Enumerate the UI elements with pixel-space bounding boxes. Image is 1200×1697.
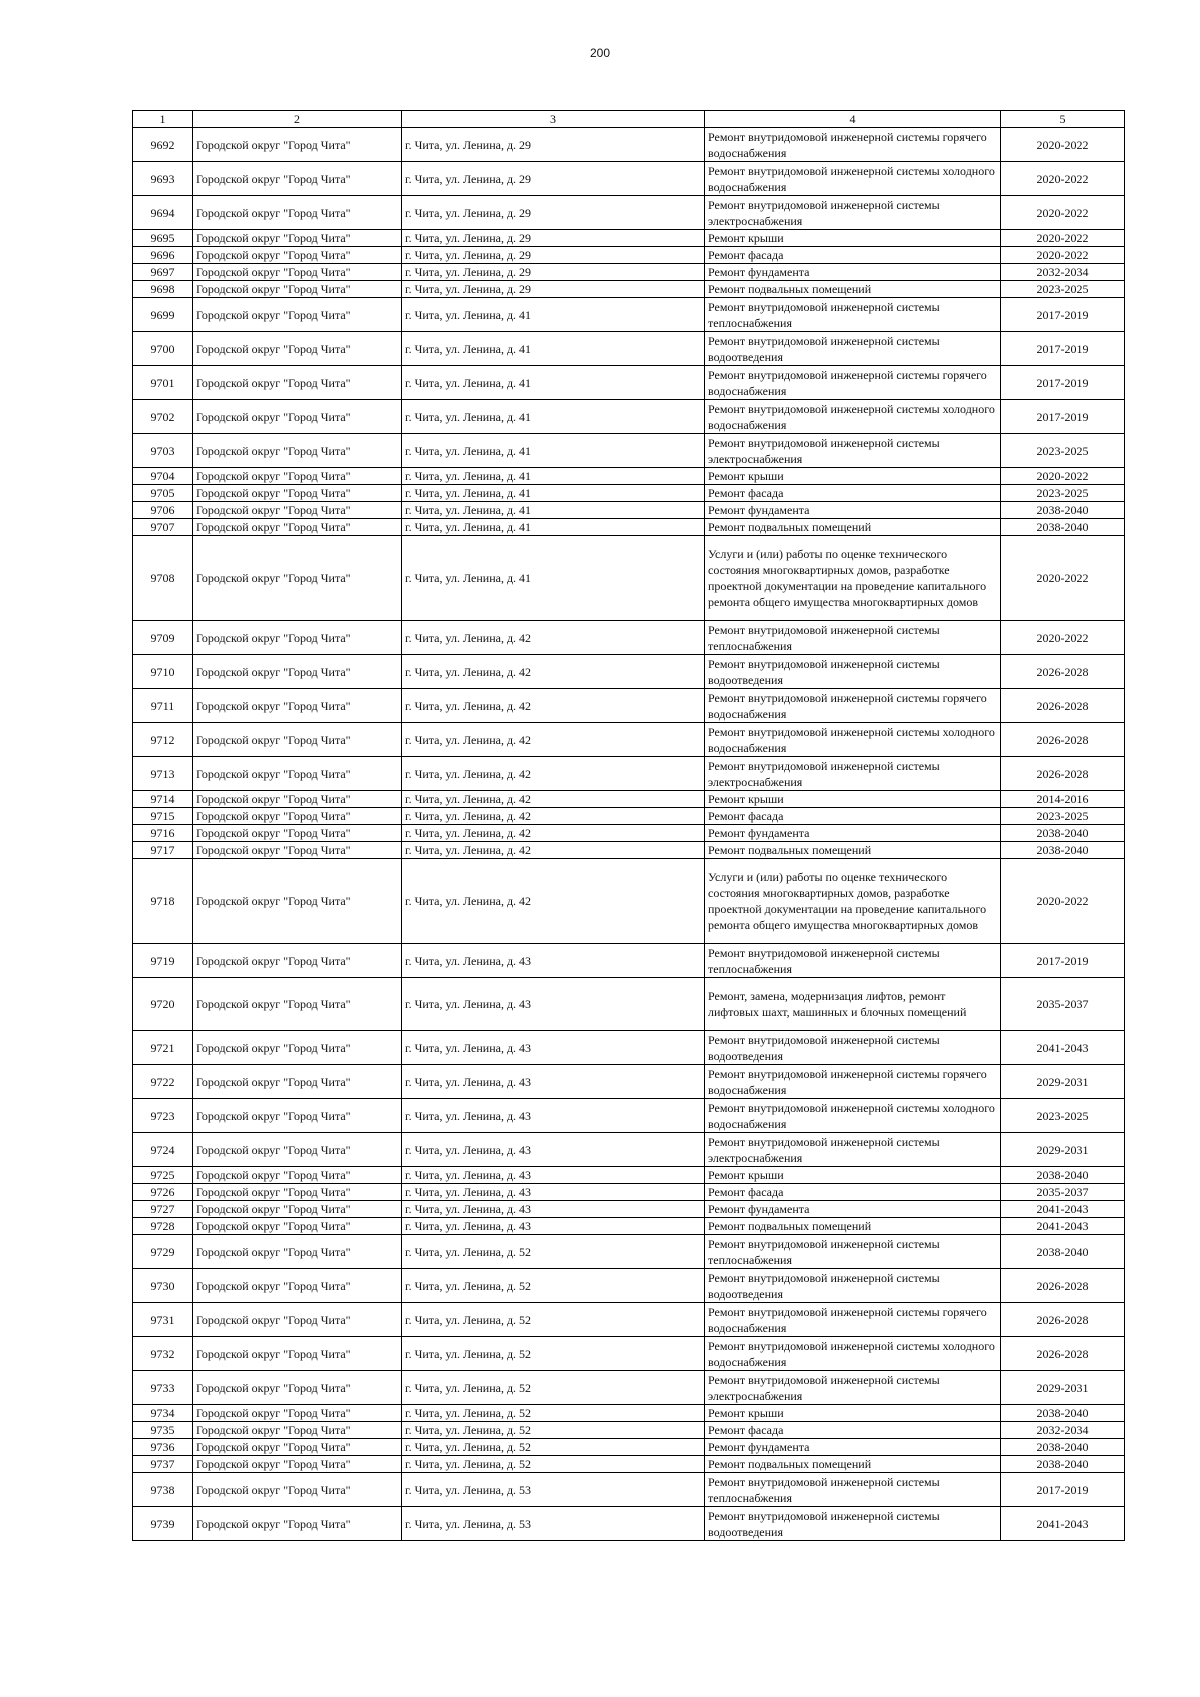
record-number-cell: 9739 bbox=[133, 1507, 193, 1541]
work-type-cell: Ремонт внутридомовой инженерной системы водоотведения bbox=[705, 1031, 1001, 1065]
record-number-cell: 9722 bbox=[133, 1065, 193, 1099]
address-cell: г. Чита, ул. Ленина, д. 52 bbox=[402, 1337, 705, 1371]
period-cell: 2038-2040 bbox=[1001, 1167, 1125, 1184]
work-type-cell: Ремонт фундамента bbox=[705, 264, 1001, 281]
period-cell: 2017-2019 bbox=[1001, 1473, 1125, 1507]
address-cell: г. Чита, ул. Ленина, д. 42 bbox=[402, 723, 705, 757]
municipality-cell: Городской округ "Город Чита" bbox=[193, 723, 402, 757]
municipality-cell: Городской округ "Город Чита" bbox=[193, 1099, 402, 1133]
work-type-cell: Ремонт крыши bbox=[705, 230, 1001, 247]
record-number-cell: 9734 bbox=[133, 1405, 193, 1422]
table-row bbox=[133, 1218, 1125, 1235]
address-cell: г. Чита, ул. Ленина, д. 43 bbox=[402, 1099, 705, 1133]
table-row bbox=[133, 196, 1125, 230]
address-cell: г. Чита, ул. Ленина, д. 41 bbox=[402, 400, 705, 434]
record-number-cell: 9708 bbox=[133, 536, 193, 621]
table-row bbox=[133, 366, 1125, 400]
municipality-cell: Городской округ "Город Чита" bbox=[193, 1337, 402, 1371]
address-cell: г. Чита, ул. Ленина, д. 41 bbox=[402, 434, 705, 468]
record-number-cell: 9705 bbox=[133, 485, 193, 502]
table-row bbox=[133, 1167, 1125, 1184]
table-row bbox=[133, 281, 1125, 298]
period-cell: 2026-2028 bbox=[1001, 1337, 1125, 1371]
period-cell: 2020-2022 bbox=[1001, 230, 1125, 247]
municipality-cell: Городской округ "Город Чита" bbox=[193, 400, 402, 434]
work-type-cell: Ремонт внутридомовой инженерной системы теплоснабжения bbox=[705, 621, 1001, 655]
period-cell: 2026-2028 bbox=[1001, 723, 1125, 757]
record-number-cell: 9699 bbox=[133, 298, 193, 332]
municipality-cell: Городской округ "Город Чита" bbox=[193, 1235, 402, 1269]
table-row bbox=[133, 978, 1125, 1031]
table-row bbox=[133, 791, 1125, 808]
table-row bbox=[133, 1184, 1125, 1201]
period-cell: 2023-2025 bbox=[1001, 808, 1125, 825]
work-type-cell: Ремонт внутридомовой инженерной системы холодного водоснабжения bbox=[705, 162, 1001, 196]
address-cell: г. Чита, ул. Ленина, д. 43 bbox=[402, 978, 705, 1031]
work-type-cell: Ремонт фасада bbox=[705, 485, 1001, 502]
municipality-cell: Городской округ "Город Чита" bbox=[193, 332, 402, 366]
record-number-cell: 9731 bbox=[133, 1303, 193, 1337]
address-cell: г. Чита, ул. Ленина, д. 43 bbox=[402, 1201, 705, 1218]
work-type-cell: Ремонт фасада bbox=[705, 1422, 1001, 1439]
address-cell: г. Чита, ул. Ленина, д. 41 bbox=[402, 485, 705, 502]
work-type-cell: Ремонт подвальных помещений bbox=[705, 1456, 1001, 1473]
record-number-cell: 9735 bbox=[133, 1422, 193, 1439]
work-type-cell: Ремонт, замена, модернизация лифтов, ремонт лифтовых шахт, машинных и блочных помещений bbox=[705, 978, 1001, 1031]
table-row bbox=[133, 468, 1125, 485]
period-cell: 2017-2019 bbox=[1001, 332, 1125, 366]
municipality-cell: Городской округ "Город Чита" bbox=[193, 230, 402, 247]
period-cell: 2020-2022 bbox=[1001, 162, 1125, 196]
period-cell: 2020-2022 bbox=[1001, 859, 1125, 944]
table-row bbox=[133, 1337, 1125, 1371]
municipality-cell: Городской округ "Город Чита" bbox=[193, 978, 402, 1031]
period-cell: 2020-2022 bbox=[1001, 128, 1125, 162]
address-cell: г. Чита, ул. Ленина, д. 42 bbox=[402, 689, 705, 723]
capital-repair-table bbox=[132, 110, 1125, 1541]
municipality-cell: Городской округ "Город Чита" bbox=[193, 1218, 402, 1235]
record-number-cell: 9715 bbox=[133, 808, 193, 825]
record-number-cell: 9726 bbox=[133, 1184, 193, 1201]
address-cell: г. Чита, ул. Ленина, д. 53 bbox=[402, 1473, 705, 1507]
table-row bbox=[133, 689, 1125, 723]
period-cell: 2041-2043 bbox=[1001, 1507, 1125, 1541]
period-cell: 2032-2034 bbox=[1001, 1422, 1125, 1439]
record-number-cell: 9721 bbox=[133, 1031, 193, 1065]
address-cell: г. Чита, ул. Ленина, д. 41 bbox=[402, 468, 705, 485]
work-type-cell: Ремонт крыши bbox=[705, 791, 1001, 808]
work-type-cell: Ремонт внутридомовой инженерной системы водоотведения bbox=[705, 332, 1001, 366]
address-cell: г. Чита, ул. Ленина, д. 43 bbox=[402, 1167, 705, 1184]
record-number-cell: 9736 bbox=[133, 1439, 193, 1456]
table-row bbox=[133, 264, 1125, 281]
page-number: 200 bbox=[589, 46, 611, 60]
municipality-cell: Городской округ "Город Чита" bbox=[193, 468, 402, 485]
period-cell: 2038-2040 bbox=[1001, 1235, 1125, 1269]
record-number-cell: 9717 bbox=[133, 842, 193, 859]
work-type-cell: Ремонт внутридомовой инженерной системы горячего водоснабжения bbox=[705, 128, 1001, 162]
address-cell: г. Чита, ул. Ленина, д. 52 bbox=[402, 1422, 705, 1439]
municipality-cell: Городской округ "Город Чита" bbox=[193, 128, 402, 162]
work-type-cell: Ремонт подвальных помещений bbox=[705, 1218, 1001, 1235]
record-number-cell: 9730 bbox=[133, 1269, 193, 1303]
address-cell: г. Чита, ул. Ленина, д. 43 bbox=[402, 1065, 705, 1099]
municipality-cell: Городской округ "Город Чита" bbox=[193, 655, 402, 689]
table-row bbox=[133, 842, 1125, 859]
municipality-cell: Городской округ "Город Чита" bbox=[193, 366, 402, 400]
table-row bbox=[133, 621, 1125, 655]
record-number-cell: 9693 bbox=[133, 162, 193, 196]
period-cell: 2026-2028 bbox=[1001, 689, 1125, 723]
table-row bbox=[133, 502, 1125, 519]
municipality-cell: Городской округ "Город Чита" bbox=[193, 502, 402, 519]
period-cell: 2041-2043 bbox=[1001, 1218, 1125, 1235]
work-type-cell: Ремонт внутридомовой инженерной системы теплоснабжения bbox=[705, 944, 1001, 978]
record-number-cell: 9729 bbox=[133, 1235, 193, 1269]
header-cell: 5 bbox=[1001, 111, 1125, 128]
municipality-cell: Городской округ "Город Чита" bbox=[193, 536, 402, 621]
period-cell: 2020-2022 bbox=[1001, 247, 1125, 264]
work-type-cell: Ремонт фундамента bbox=[705, 502, 1001, 519]
work-type-cell: Ремонт крыши bbox=[705, 1405, 1001, 1422]
address-cell: г. Чита, ул. Ленина, д. 53 bbox=[402, 1507, 705, 1541]
address-cell: г. Чита, ул. Ленина, д. 41 bbox=[402, 502, 705, 519]
work-type-cell: Ремонт внутридомовой инженерной системы водоотведения bbox=[705, 655, 1001, 689]
municipality-cell: Городской округ "Город Чита" bbox=[193, 247, 402, 264]
table-body bbox=[133, 128, 1125, 1541]
table-row bbox=[133, 434, 1125, 468]
table-row bbox=[133, 519, 1125, 536]
table-row bbox=[133, 1065, 1125, 1099]
table-row bbox=[133, 944, 1125, 978]
table-row bbox=[133, 485, 1125, 502]
work-type-cell: Ремонт фундамента bbox=[705, 1201, 1001, 1218]
municipality-cell: Городской округ "Город Чита" bbox=[193, 944, 402, 978]
work-type-cell: Ремонт внутридомовой инженерной системы водоотведения bbox=[705, 1269, 1001, 1303]
work-type-cell: Услуги и (или) работы по оценке технического состояния многоквартирных домов, разработке проектной документации на проведение капитального ремонта общего имущества многоквартирных домов bbox=[705, 859, 1001, 944]
record-number-cell: 9702 bbox=[133, 400, 193, 434]
address-cell: г. Чита, ул. Ленина, д. 43 bbox=[402, 1031, 705, 1065]
period-cell: 2020-2022 bbox=[1001, 621, 1125, 655]
municipality-cell: Городской округ "Город Чита" bbox=[193, 1473, 402, 1507]
period-cell: 2029-2031 bbox=[1001, 1065, 1125, 1099]
header-cell: 4 bbox=[705, 111, 1001, 128]
period-cell: 2035-2037 bbox=[1001, 978, 1125, 1031]
address-cell: г. Чита, ул. Ленина, д. 41 bbox=[402, 536, 705, 621]
table-row bbox=[133, 723, 1125, 757]
record-number-cell: 9738 bbox=[133, 1473, 193, 1507]
municipality-cell: Городской округ "Город Чита" bbox=[193, 825, 402, 842]
table-row bbox=[133, 400, 1125, 434]
address-cell: г. Чита, ул. Ленина, д. 52 bbox=[402, 1456, 705, 1473]
table-row bbox=[133, 536, 1125, 621]
period-cell: 2020-2022 bbox=[1001, 468, 1125, 485]
municipality-cell: Городской округ "Город Чита" bbox=[193, 791, 402, 808]
period-cell: 2026-2028 bbox=[1001, 1269, 1125, 1303]
address-cell: г. Чита, ул. Ленина, д. 42 bbox=[402, 842, 705, 859]
table-row bbox=[133, 1133, 1125, 1167]
municipality-cell: Городской округ "Город Чита" bbox=[193, 859, 402, 944]
period-cell: 2038-2040 bbox=[1001, 519, 1125, 536]
municipality-cell: Городской округ "Город Чита" bbox=[193, 1303, 402, 1337]
address-cell: г. Чита, ул. Ленина, д. 52 bbox=[402, 1269, 705, 1303]
municipality-cell: Городской округ "Город Чита" bbox=[193, 434, 402, 468]
address-cell: г. Чита, ул. Ленина, д. 43 bbox=[402, 1218, 705, 1235]
address-cell: г. Чита, ул. Ленина, д. 43 bbox=[402, 1184, 705, 1201]
table-row bbox=[133, 1473, 1125, 1507]
table-header bbox=[133, 111, 1125, 128]
work-type-cell: Ремонт внутридомовой инженерной системы горячего водоснабжения bbox=[705, 1065, 1001, 1099]
work-type-cell: Ремонт внутридомовой инженерной системы горячего водоснабжения bbox=[705, 366, 1001, 400]
record-number-cell: 9709 bbox=[133, 621, 193, 655]
municipality-cell: Городской округ "Город Чита" bbox=[193, 1439, 402, 1456]
table-row bbox=[133, 230, 1125, 247]
period-cell: 2023-2025 bbox=[1001, 485, 1125, 502]
address-cell: г. Чита, ул. Ленина, д. 43 bbox=[402, 1133, 705, 1167]
work-type-cell: Ремонт внутридомовой инженерной системы теплоснабжения bbox=[705, 1235, 1001, 1269]
record-number-cell: 9716 bbox=[133, 825, 193, 842]
address-cell: г. Чита, ул. Ленина, д. 43 bbox=[402, 944, 705, 978]
address-cell: г. Чита, ул. Ленина, д. 52 bbox=[402, 1235, 705, 1269]
municipality-cell: Городской округ "Город Чита" bbox=[193, 1133, 402, 1167]
municipality-cell: Городской округ "Город Чита" bbox=[193, 1031, 402, 1065]
period-cell: 2014-2016 bbox=[1001, 791, 1125, 808]
table-row bbox=[133, 1303, 1125, 1337]
address-cell: г. Чита, ул. Ленина, д. 42 bbox=[402, 859, 705, 944]
municipality-cell: Городской округ "Город Чита" bbox=[193, 757, 402, 791]
table-row bbox=[133, 1507, 1125, 1541]
address-cell: г. Чита, ул. Ленина, д. 52 bbox=[402, 1371, 705, 1405]
municipality-cell: Городской округ "Город Чита" bbox=[193, 842, 402, 859]
header-cell: 3 bbox=[402, 111, 705, 128]
period-cell: 2038-2040 bbox=[1001, 825, 1125, 842]
period-cell: 2041-2043 bbox=[1001, 1031, 1125, 1065]
record-number-cell: 9714 bbox=[133, 791, 193, 808]
work-type-cell: Ремонт внутридомовой инженерной системы холодного водоснабжения bbox=[705, 1099, 1001, 1133]
municipality-cell: Городской округ "Город Чита" bbox=[193, 1167, 402, 1184]
period-cell: 2029-2031 bbox=[1001, 1133, 1125, 1167]
record-number-cell: 9712 bbox=[133, 723, 193, 757]
table-row bbox=[133, 162, 1125, 196]
municipality-cell: Городской округ "Город Чита" bbox=[193, 1201, 402, 1218]
address-cell: г. Чита, ул. Ленина, д. 29 bbox=[402, 281, 705, 298]
record-number-cell: 9700 bbox=[133, 332, 193, 366]
address-cell: г. Чита, ул. Ленина, д. 42 bbox=[402, 791, 705, 808]
header-row bbox=[133, 111, 1125, 128]
period-cell: 2023-2025 bbox=[1001, 281, 1125, 298]
work-type-cell: Ремонт фундамента bbox=[705, 825, 1001, 842]
record-number-cell: 9707 bbox=[133, 519, 193, 536]
municipality-cell: Городской округ "Город Чита" bbox=[193, 1184, 402, 1201]
period-cell: 2041-2043 bbox=[1001, 1201, 1125, 1218]
record-number-cell: 9727 bbox=[133, 1201, 193, 1218]
address-cell: г. Чита, ул. Ленина, д. 42 bbox=[402, 621, 705, 655]
work-type-cell: Ремонт внутридомовой инженерной системы горячего водоснабжения bbox=[705, 689, 1001, 723]
municipality-cell: Городской округ "Город Чита" bbox=[193, 621, 402, 655]
period-cell: 2020-2022 bbox=[1001, 196, 1125, 230]
address-cell: г. Чита, ул. Ленина, д. 52 bbox=[402, 1303, 705, 1337]
period-cell: 2038-2040 bbox=[1001, 1456, 1125, 1473]
record-number-cell: 9698 bbox=[133, 281, 193, 298]
table-row bbox=[133, 332, 1125, 366]
address-cell: г. Чита, ул. Ленина, д. 29 bbox=[402, 230, 705, 247]
address-cell: г. Чита, ул. Ленина, д. 41 bbox=[402, 332, 705, 366]
period-cell: 2038-2040 bbox=[1001, 1439, 1125, 1456]
table-row bbox=[133, 655, 1125, 689]
municipality-cell: Городской округ "Город Чита" bbox=[193, 485, 402, 502]
period-cell: 2017-2019 bbox=[1001, 298, 1125, 332]
municipality-cell: Городской округ "Город Чита" bbox=[193, 519, 402, 536]
address-cell: г. Чита, ул. Ленина, д. 42 bbox=[402, 757, 705, 791]
municipality-cell: Городской округ "Город Чита" bbox=[193, 196, 402, 230]
record-number-cell: 9706 bbox=[133, 502, 193, 519]
municipality-cell: Городской округ "Город Чита" bbox=[193, 1371, 402, 1405]
address-cell: г. Чита, ул. Ленина, д. 42 bbox=[402, 655, 705, 689]
address-cell: г. Чита, ул. Ленина, д. 29 bbox=[402, 162, 705, 196]
work-type-cell: Ремонт подвальных помещений bbox=[705, 281, 1001, 298]
work-type-cell: Ремонт внутридомовой инженерной системы электроснабжения bbox=[705, 1371, 1001, 1405]
header-cell: 1 bbox=[133, 111, 193, 128]
table-row bbox=[133, 1371, 1125, 1405]
work-type-cell: Ремонт подвальных помещений bbox=[705, 842, 1001, 859]
period-cell: 2026-2028 bbox=[1001, 655, 1125, 689]
address-cell: г. Чита, ул. Ленина, д. 42 bbox=[402, 808, 705, 825]
record-number-cell: 9696 bbox=[133, 247, 193, 264]
period-cell: 2023-2025 bbox=[1001, 434, 1125, 468]
address-cell: г. Чита, ул. Ленина, д. 29 bbox=[402, 247, 705, 264]
address-cell: г. Чита, ул. Ленина, д. 41 bbox=[402, 519, 705, 536]
address-cell: г. Чита, ул. Ленина, д. 29 bbox=[402, 264, 705, 281]
municipality-cell: Городской округ "Город Чита" bbox=[193, 1405, 402, 1422]
period-cell: 2026-2028 bbox=[1001, 757, 1125, 791]
header-cell: 2 bbox=[193, 111, 402, 128]
table-row bbox=[133, 1099, 1125, 1133]
address-cell: г. Чита, ул. Ленина, д. 29 bbox=[402, 128, 705, 162]
work-type-cell: Ремонт фасада bbox=[705, 247, 1001, 264]
table-row bbox=[133, 128, 1125, 162]
work-type-cell: Ремонт крыши bbox=[705, 1167, 1001, 1184]
table-row bbox=[133, 757, 1125, 791]
period-cell: 2029-2031 bbox=[1001, 1371, 1125, 1405]
record-number-cell: 9724 bbox=[133, 1133, 193, 1167]
work-type-cell: Ремонт внутридомовой инженерной системы горячего водоснабжения bbox=[705, 1303, 1001, 1337]
table-row bbox=[133, 1201, 1125, 1218]
address-cell: г. Чита, ул. Ленина, д. 41 bbox=[402, 366, 705, 400]
period-cell: 2017-2019 bbox=[1001, 944, 1125, 978]
record-number-cell: 9723 bbox=[133, 1099, 193, 1133]
record-number-cell: 9718 bbox=[133, 859, 193, 944]
municipality-cell: Городской округ "Город Чита" bbox=[193, 808, 402, 825]
table-row bbox=[133, 1439, 1125, 1456]
address-cell: г. Чита, ул. Ленина, д. 52 bbox=[402, 1405, 705, 1422]
work-type-cell: Ремонт внутридомовой инженерной системы электроснабжения bbox=[705, 196, 1001, 230]
municipality-cell: Городской округ "Город Чита" bbox=[193, 264, 402, 281]
work-type-cell: Ремонт внутридомовой инженерной системы водоотведения bbox=[705, 1507, 1001, 1541]
period-cell: 2038-2040 bbox=[1001, 1405, 1125, 1422]
municipality-cell: Городской округ "Город Чита" bbox=[193, 1456, 402, 1473]
period-cell: 2035-2037 bbox=[1001, 1184, 1125, 1201]
record-number-cell: 9732 bbox=[133, 1337, 193, 1371]
address-cell: г. Чита, ул. Ленина, д. 41 bbox=[402, 298, 705, 332]
table-row bbox=[133, 1456, 1125, 1473]
period-cell: 2017-2019 bbox=[1001, 366, 1125, 400]
record-number-cell: 9728 bbox=[133, 1218, 193, 1235]
table-row bbox=[133, 1269, 1125, 1303]
record-number-cell: 9704 bbox=[133, 468, 193, 485]
record-number-cell: 9711 bbox=[133, 689, 193, 723]
work-type-cell: Ремонт внутридомовой инженерной системы холодного водоснабжения bbox=[705, 1337, 1001, 1371]
table-row bbox=[133, 1422, 1125, 1439]
record-number-cell: 9694 bbox=[133, 196, 193, 230]
work-type-cell: Ремонт фасада bbox=[705, 808, 1001, 825]
record-number-cell: 9733 bbox=[133, 1371, 193, 1405]
work-type-cell: Ремонт внутридомовой инженерной системы теплоснабжения bbox=[705, 298, 1001, 332]
record-number-cell: 9701 bbox=[133, 366, 193, 400]
municipality-cell: Городской округ "Город Чита" bbox=[193, 162, 402, 196]
table-row bbox=[133, 859, 1125, 944]
record-number-cell: 9720 bbox=[133, 978, 193, 1031]
work-type-cell: Ремонт подвальных помещений bbox=[705, 519, 1001, 536]
record-number-cell: 9725 bbox=[133, 1167, 193, 1184]
work-type-cell: Ремонт внутридомовой инженерной системы электроснабжения bbox=[705, 757, 1001, 791]
municipality-cell: Городской округ "Город Чита" bbox=[193, 1422, 402, 1439]
address-cell: г. Чита, ул. Ленина, д. 42 bbox=[402, 825, 705, 842]
table-row bbox=[133, 1235, 1125, 1269]
record-number-cell: 9695 bbox=[133, 230, 193, 247]
period-cell: 2038-2040 bbox=[1001, 842, 1125, 859]
work-type-cell: Ремонт внутридомовой инженерной системы электроснабжения bbox=[705, 1133, 1001, 1167]
period-cell: 2023-2025 bbox=[1001, 1099, 1125, 1133]
municipality-cell: Городской округ "Город Чита" bbox=[193, 1507, 402, 1541]
address-cell: г. Чита, ул. Ленина, д. 29 bbox=[402, 196, 705, 230]
table-row bbox=[133, 1031, 1125, 1065]
record-number-cell: 9710 bbox=[133, 655, 193, 689]
period-cell: 2017-2019 bbox=[1001, 400, 1125, 434]
record-number-cell: 9692 bbox=[133, 128, 193, 162]
work-type-cell: Ремонт внутридомовой инженерной системы холодного водоснабжения bbox=[705, 400, 1001, 434]
work-type-cell: Ремонт крыши bbox=[705, 468, 1001, 485]
period-cell: 2032-2034 bbox=[1001, 264, 1125, 281]
municipality-cell: Городской округ "Город Чита" bbox=[193, 281, 402, 298]
work-type-cell: Ремонт внутридомовой инженерной системы холодного водоснабжения bbox=[705, 723, 1001, 757]
work-type-cell: Ремонт внутридомовой инженерной системы электроснабжения bbox=[705, 434, 1001, 468]
record-number-cell: 9713 bbox=[133, 757, 193, 791]
record-number-cell: 9697 bbox=[133, 264, 193, 281]
municipality-cell: Городской округ "Город Чита" bbox=[193, 689, 402, 723]
table-row bbox=[133, 298, 1125, 332]
municipality-cell: Городской округ "Город Чита" bbox=[193, 298, 402, 332]
municipality-cell: Городской округ "Город Чита" bbox=[193, 1269, 402, 1303]
work-type-cell: Ремонт фундамента bbox=[705, 1439, 1001, 1456]
table-row bbox=[133, 247, 1125, 264]
work-type-cell: Услуги и (или) работы по оценке технического состояния многоквартирных домов, разработке проектной документации на проведение капитального ремонта общего имущества многоквартирных домов bbox=[705, 536, 1001, 621]
period-cell: 2038-2040 bbox=[1001, 502, 1125, 519]
table-row bbox=[133, 808, 1125, 825]
period-cell: 2026-2028 bbox=[1001, 1303, 1125, 1337]
period-cell: 2020-2022 bbox=[1001, 536, 1125, 621]
municipality-cell: Городской округ "Город Чита" bbox=[193, 1065, 402, 1099]
work-type-cell: Ремонт фасада bbox=[705, 1184, 1001, 1201]
table-row bbox=[133, 1405, 1125, 1422]
address-cell: г. Чита, ул. Ленина, д. 52 bbox=[402, 1439, 705, 1456]
work-type-cell: Ремонт внутридомовой инженерной системы теплоснабжения bbox=[705, 1473, 1001, 1507]
record-number-cell: 9703 bbox=[133, 434, 193, 468]
table-row bbox=[133, 825, 1125, 842]
record-number-cell: 9719 bbox=[133, 944, 193, 978]
record-number-cell: 9737 bbox=[133, 1456, 193, 1473]
